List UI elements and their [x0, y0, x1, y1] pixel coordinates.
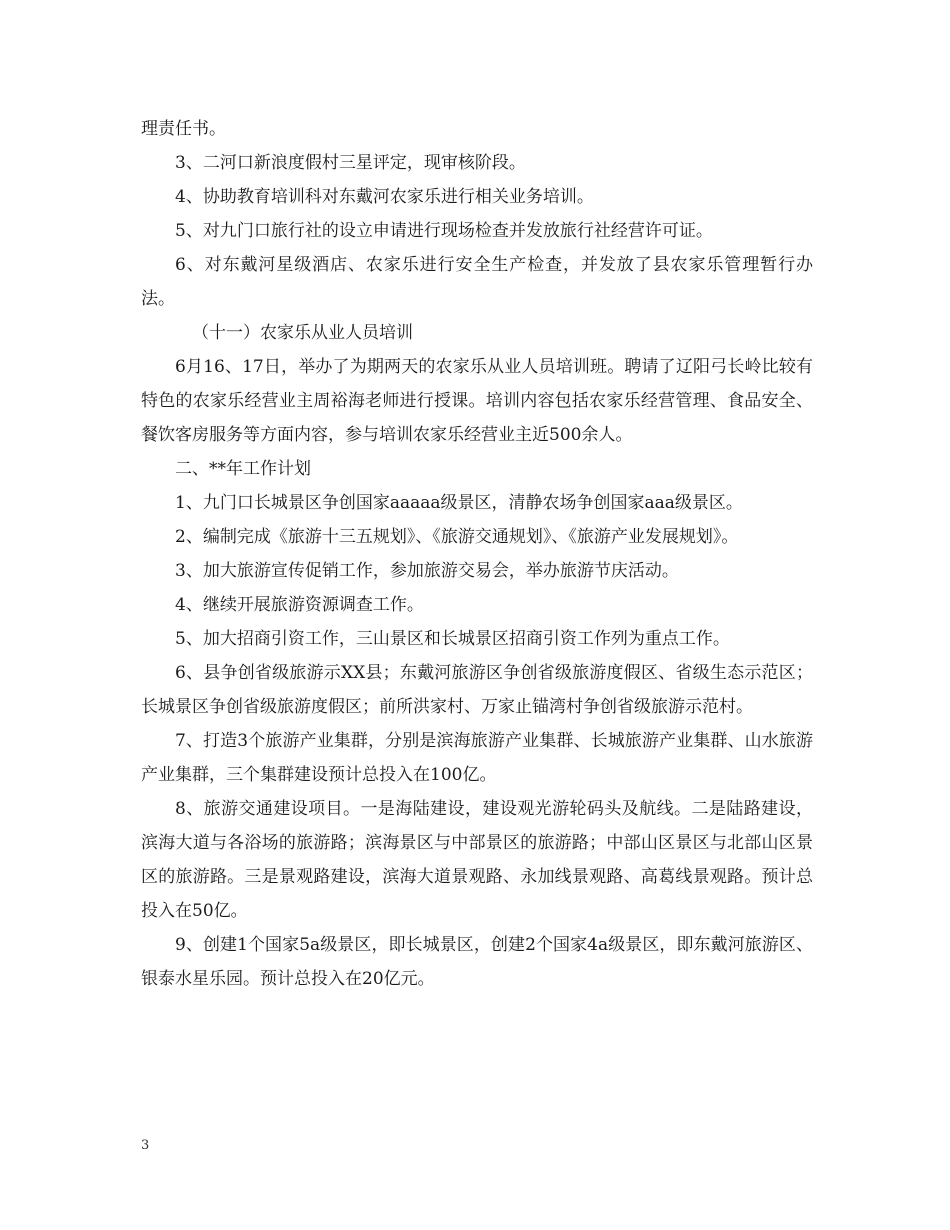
paragraph: 8、旅游交通建设项目。一是海陆建设，建设观光游轮码头及航线。二是陆路建设，滨海大道与各浴场的旅游路；滨海景区与中部景区的旅游路；中部山区景区与北部山区景区的旅游路。三是景观路建设，滨海大道景观路、永加线景观路、高葛线景观路。预计总投入在50亿。: [141, 799, 813, 921]
paragraph: 5、加大招商引资工作，三山景区和长城景区招商引资工作列为重点工作。: [175, 629, 730, 649]
paragraph: 4、协助教育培训科对东戴河农家乐进行相关业务培训。: [175, 187, 594, 207]
paragraph: 3、加大旅游宣传促销工作，参加旅游交易会，举办旅游节庆活动。: [175, 561, 679, 581]
paragraph: 6月16、17日，举办了为期两天的农家乐从业人员培训班。聘请了辽阳弓长岭比较有特色的农家乐经营业主周裕海老师进行授课。培训内容包括农家乐经营管理、食品安全、餐饮客房服务等方面内容，参与培训农家乐经营业主近500余人。: [141, 357, 813, 445]
paragraph: 5、对九门口旅行社的设立申请进行现场检查并发放旅行社经营许可证。: [175, 221, 713, 241]
paragraph: 1、九门口长城景区争创国家aaaaa级景区，清静农场争创国家aaa级景区。: [175, 493, 743, 513]
paragraph: 9、创建1个国家5a级景区，即长城景区，创建2个国家4a级景区，即东戴河旅游区、银泰水星乐园。预计总投入在20亿元。: [141, 935, 813, 989]
paragraph: 6、县争创省级旅游示XX县；东戴河旅游区争创省级旅游度假区、省级生态示范区；长城景区争创省级旅游度假区；前所洪家村、万家止锚湾村争创省级旅游示范村。: [141, 663, 813, 717]
section-heading: 二、**年工作计划: [175, 459, 311, 479]
paragraph: 理责任书。: [141, 119, 226, 139]
page-number: 3: [141, 1138, 150, 1153]
section-heading: （十一）农家乐从业人员培训: [192, 323, 413, 343]
paragraph: 2、编制完成《旅游十三五规划》、《旅游交通规划》、《旅游产业发展规划》。: [175, 527, 739, 547]
document-body: [141, 112, 813, 996]
paragraph: 3、二河口新浪度假村三星评定，现审核阶段。: [175, 153, 526, 173]
paragraph: 7、打造3个旅游产业集群，分别是滨海旅游产业集群、长城旅游产业集群、山水旅游产业集群，三个集群建设预计总投入在100亿。: [141, 731, 813, 785]
paragraph: 6、对东戴河星级酒店、农家乐进行安全生产检查，并发放了县农家乐管理暂行办法。: [141, 255, 813, 309]
paragraph: 4、继续开展旅游资源调查工作。: [175, 595, 424, 615]
